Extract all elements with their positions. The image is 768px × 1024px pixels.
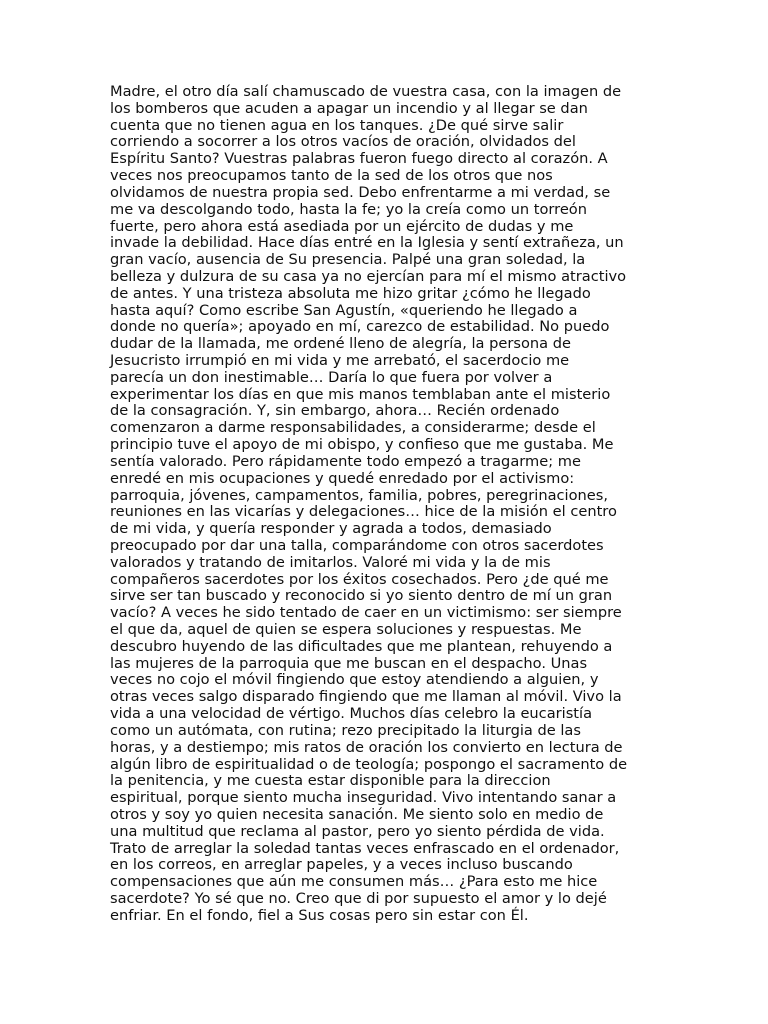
text-line: otras veces salgo disparado fingiendo que me llaman al móvil. Vivo la (110, 688, 622, 706)
text-line: horas, y a destiempo; mis ratos de oración los convierto en lectura de (110, 738, 623, 756)
text-line: las mujeres de la parroquia que me buscan en el despacho. Unas (110, 654, 588, 672)
text-line: el que da, aquel de quien se espera soluciones y respuestas. Me (110, 621, 582, 638)
text-line: de antes. Y una tristeza absoluta me hizo gritar ¿cómo he llegado (110, 284, 591, 302)
text-line: sacerdote? Yo sé que no. Creo que di por supuesto el amor y lo dejé (110, 890, 607, 907)
text-line: sentía valorado. Pero rápidamente todo empezó a tragarme; me (110, 452, 581, 470)
text-line: parecía un don inestimable… Daría lo que fuera por volver a (110, 368, 553, 386)
text-line: olvidamos de nuestra propia sed. Debo enfrentarme a mi verdad, se (110, 183, 611, 201)
text-line: descubro huyendo de las dificultades que me plantean, rehuyendo a (110, 637, 613, 655)
text-line: Madre, el otro día salí chamuscado de vuestra casa, con la imagen de (110, 83, 622, 100)
text-line: vacío? A veces he sido tentado de caer en un victimismo: ser siempre (110, 604, 622, 622)
text-line: valorados y tratando de imitarlos. Valoré mi vida y la de mis (110, 553, 551, 571)
text-line: principio tuve el apoyo de mi obispo, y confieso que me gustaba. Me (110, 436, 614, 454)
text-line: fuerte, pero ahora está asediada por un ejército de dudas y me (110, 217, 574, 235)
text-line: la penitencia, y me cuesta estar disponible para la direccion (110, 772, 551, 790)
text-line: belleza y dulzura de su casa ya no ejercían para mí el mismo atractivo (110, 267, 627, 285)
text-line: una multitud que reclama al pastor, pero yo siento pérdida de vida. (110, 822, 605, 840)
text-line: cuenta que no tienen agua en los tanques. ¿De qué sirve salir (110, 116, 564, 134)
text-line: los bomberos que acuden a apagar un incendio y al llegar se dan (110, 99, 588, 117)
text-line: dudar de la llamada, me ordené lleno de alegría, la persona de (110, 335, 571, 353)
text-line: otros y soy yo quien necesita sanación. Me siento solo en medio de (110, 805, 604, 823)
text-line: Espíritu Santo? Vuestras palabras fueron fuego directo al corazón. A (110, 150, 608, 168)
text-line: donde no quería»; apoyado en mí, carezco de estabilidad. No puedo (110, 318, 610, 336)
text-line: preocupado por dar una talla, comparándome con otros sacerdotes (110, 536, 604, 554)
text-line: me va descolgando todo, hasta la fe; yo la creía como un torreón (110, 200, 587, 218)
text-line: corriendo a socorrer a los otros vacíos de oración, olvidados del (110, 133, 576, 151)
body-paragraph (110, 84, 670, 925)
text-line: como un autómata, con rutina; rezo precipitado la liturgia de las (110, 721, 581, 739)
text-line: de mi vida, y quería responder y agrada a todos, demasiado (110, 520, 552, 538)
text-line: parroquia, jóvenes, campamentos, familia, pobres, peregrinaciones, (110, 486, 608, 504)
text-line: en los correos, en arreglar papeles, y a veces incluso buscando (110, 856, 573, 874)
text-line: compañeros sacerdotes por los éxitos cosechados. Pero ¿de qué me (110, 570, 609, 588)
text-line: algún libro de espiritualidad o de teología; pospongo el sacramento de (110, 755, 628, 773)
text-line: vida a una velocidad de vértigo. Muchos días celebro la eucaristía (110, 705, 593, 723)
text-line: Jesucristo irrumpió en mi vida y me arrebató, el sacerdocio me (110, 352, 570, 369)
text-line: Trato de arreglar la soledad tantas veces enfrascado en el ordenador, (110, 839, 620, 857)
text-line: espiritual, porque siento mucha inseguridad. Vivo intentando sanar a (110, 789, 617, 807)
text-line: veces nos preocupamos tanto de la sed de los otros que nos (110, 167, 553, 185)
text-line: experimentar los días en que mis manos temblaban ante el misterio (110, 385, 611, 403)
text-line: compensaciones que aún me consumen más… ¿Para esto me hice (110, 873, 598, 891)
text-line: sirve ser tan buscado y reconocido si yo siento dentro de mí un gran (110, 587, 613, 605)
text-line: gran vacío, ausencia de Su presencia. Palpé una gran soledad, la (110, 251, 586, 269)
text-line: de la consagración. Y, sin embargo, ahora… Recién ordenado (110, 402, 560, 420)
text-line: invade la debilidad. Hace días entré en la Iglesia y sentí extrañeza, un (110, 234, 624, 252)
text-line: enfriar. En el fondo, fiel a Sus cosas pero sin estar con Él. (110, 906, 529, 924)
text-line: reuniones en las vicarías y delegaciones… hice de la misión el centro (110, 503, 617, 521)
text-line: comenzaron a darme responsabilidades, a considerarme; desde el (110, 419, 596, 437)
text-line: enredé en mis ocupaciones y quedé enredado por el activismo: (110, 469, 575, 487)
text-line: veces no cojo el móvil fingiendo que estoy atendiendo a alguien, y (110, 671, 599, 689)
text-line: hasta aquí? Como escribe San Agustín, «queriendo he llegado a (110, 301, 578, 319)
